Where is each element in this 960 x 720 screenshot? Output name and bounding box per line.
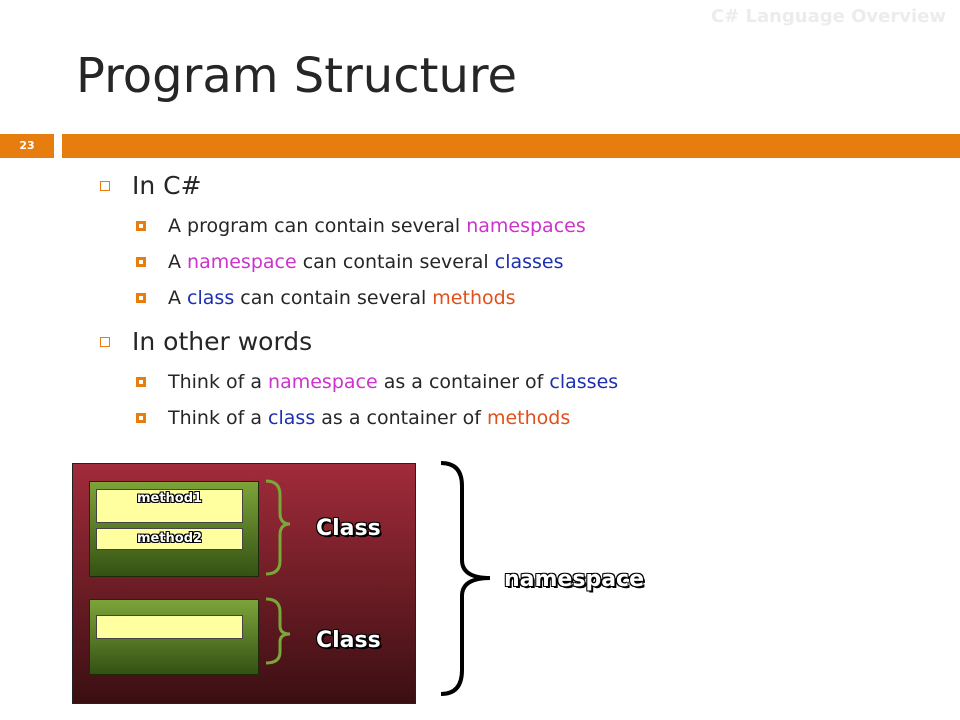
keyword-classes: classes	[494, 251, 564, 273]
keyword-namespaces: namespaces	[466, 215, 586, 237]
sub-bullet-text: can contain several	[234, 287, 433, 309]
keyword-classes: classes	[549, 371, 619, 393]
bullet-heading-text: In other words	[132, 327, 313, 356]
hollow-square-bullet-icon	[100, 337, 110, 347]
bullet-heading-in-other-words	[100, 326, 940, 358]
square-bullet-icon	[136, 413, 146, 423]
sub-bullet	[100, 244, 940, 280]
sub-bullet	[100, 364, 940, 400]
class-box-2	[89, 599, 259, 675]
slide-title: Program Structure	[76, 48, 518, 104]
sub-bullet-text: as a container of	[377, 371, 550, 393]
namespace-label: namespace	[504, 567, 645, 592]
method1-box	[96, 489, 243, 523]
method2-box	[96, 528, 243, 550]
class-label-1: Class	[316, 516, 381, 541]
method2-label: method2	[136, 531, 203, 546]
sub-bullet	[100, 280, 940, 316]
hollow-square-bullet-icon	[100, 181, 110, 191]
sub-bullet-text: A	[168, 251, 188, 273]
square-bullet-icon	[136, 377, 146, 387]
keyword-namespace: namespace	[268, 371, 378, 393]
deck-title: C# Language Overview	[710, 6, 946, 27]
slide-number: 23	[0, 134, 54, 158]
class-label-2: Class	[316, 628, 381, 653]
sub-bullet-text: A	[168, 287, 188, 309]
namespace-diagram-box	[72, 463, 416, 704]
square-bullet-icon	[136, 221, 146, 231]
keyword-class: class	[268, 407, 316, 429]
square-bullet-icon	[136, 257, 146, 267]
keyword-class: class	[187, 287, 235, 309]
title-divider-bar	[62, 134, 960, 158]
sub-bullet-text: as a container of	[315, 407, 487, 429]
sub-bullet	[100, 400, 940, 436]
sub-bullet-text: Think of a	[168, 407, 269, 429]
method1-label: method1	[136, 491, 203, 506]
sub-bullet-text: can contain several	[296, 251, 495, 273]
square-bullet-icon	[136, 293, 146, 303]
sub-bullet-text: A program can contain several	[168, 215, 467, 237]
bullet-list	[100, 170, 940, 436]
bullet-heading-text: In C#	[132, 171, 202, 200]
sub-bullet-text: Think of a	[168, 371, 269, 393]
keyword-methods: methods	[486, 407, 571, 429]
class-box-1	[89, 481, 259, 577]
sub-bullet	[100, 208, 940, 244]
bullet-heading-in-csharp	[100, 170, 940, 202]
keyword-namespace: namespace	[187, 251, 297, 273]
keyword-methods: methods	[432, 287, 516, 309]
namespace-bracket-icon	[441, 463, 490, 694]
method-box-empty	[96, 615, 243, 639]
